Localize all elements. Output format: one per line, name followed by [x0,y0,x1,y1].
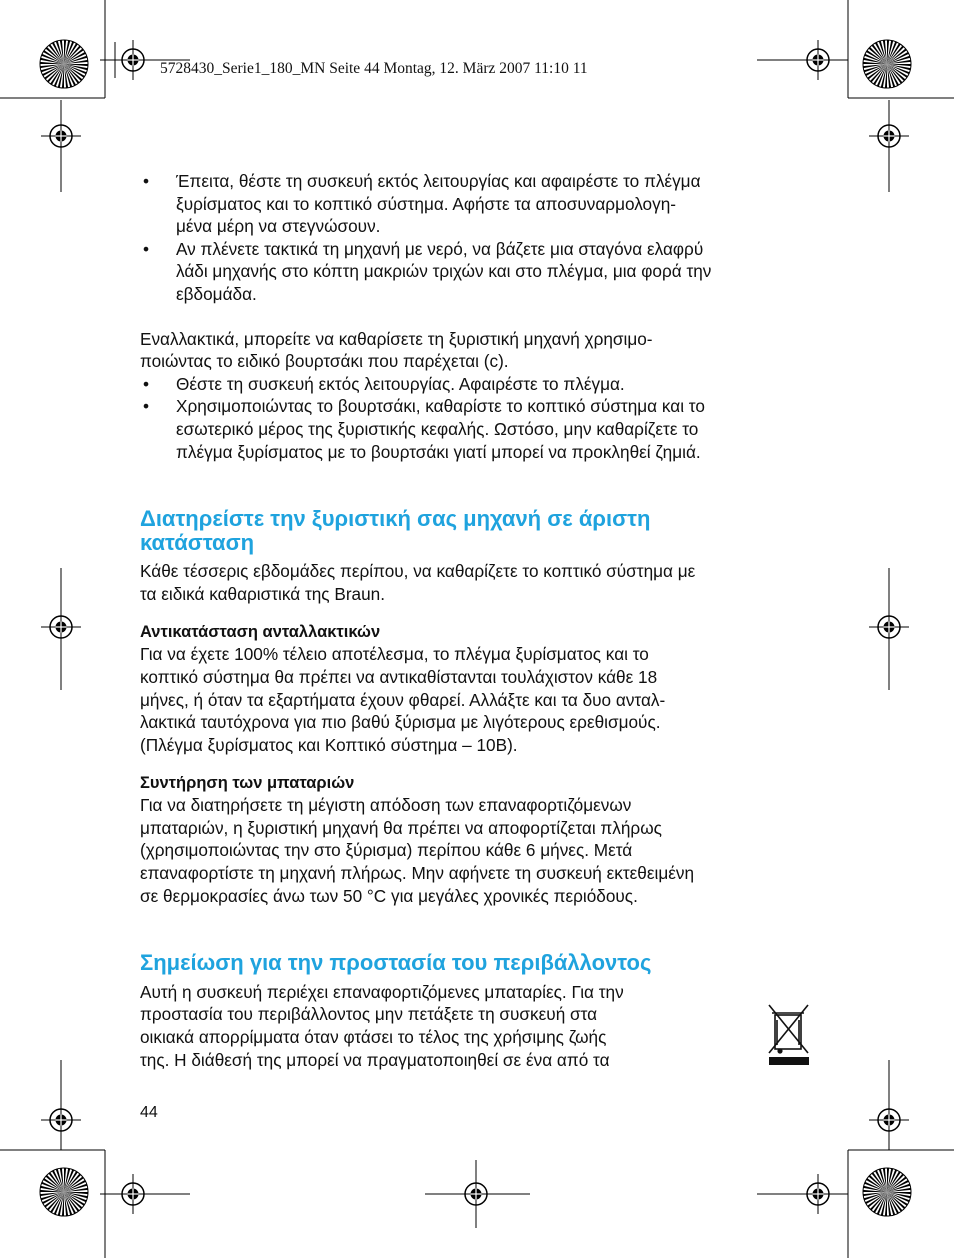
registration-mark-icon [113,40,153,80]
text-line: (Πλέγμα ξυρίσματος και Κοπτικό σύστημα – 10B). [140,734,518,755]
text-line: λάδι μηχανής στο κόπτη μακριών τριχών και στο πλέγμα, μια φορά την [176,261,712,282]
text-line: Θέστε τη συσκευή εκτός λειτουργίας. Αφαιρέστε το πλέγμα. [176,373,625,394]
text-line: επαναφορτίστε τη μηχανή πλήρως. Μην αφήνετε τη συσκευή εκτεθειμένη [140,863,695,884]
text-line: τα ειδικά καθαριστικά της Braun. [140,583,385,604]
registration-mark-icon [869,116,909,156]
registration-mark-icon [113,1174,153,1214]
text-line: εβδομάδα. [176,283,257,304]
text-line: μήνες, ή όταν τα εξαρτήματα έχουν φθαρεί. Αλλάξτε και τα δυο ανταλ- [140,689,666,710]
heading-line: Διατηρείστε την ξυριστική σας μηχανή σε άριστη [140,506,651,532]
registration-mark-icon [456,1174,496,1214]
bullet-dot: • [143,238,150,259]
heading-line: κατάσταση [140,529,255,555]
text-line: Εναλλακτικά, μπορείτε να καθαρίσετε τη ξυριστική μηχανή χρησιμο- [140,328,653,349]
text-line: μένα μέρη να στεγνώσουν. [176,216,381,237]
text-line: Αυτή η συσκευή περιέχει επαναφορτιζόμενες μπαταρίες. Για την [140,981,624,1002]
starburst-mark-icon [40,1168,88,1216]
text-line: Για να διατηρήσετε τη μέγιστη απόδοση των επαναφορτιζόμενων [140,795,632,816]
text-line: σε θερμοκρασίες άνω των 50 °C για μεγάλες χρονικές περιόδους. [140,885,638,906]
text-line: ποιώντας το ειδικό βουρτσάκι που παρέχεται (c). [140,351,509,372]
starburst-mark-icon [863,1168,911,1216]
bullet-dot: • [143,373,150,394]
subheading-replacement: Αντικατάσταση ανταλλακτικών [140,623,381,642]
text-line: Αν πλένετε τακτικά τη μηχανή με νερό, να βάζετε μια σταγόνα ελαφρύ [176,238,704,259]
section-heading-environment: Σημείωση για την προστασία του περιβάλλοντος [140,950,652,976]
print-slug: 5728430_Serie1_180_MN Seite 44 Montag, 12. März 2007 11:10 11 [160,60,588,77]
text-line: μπαταριών, η ξυριστική μηχανή θα πρέπει να αποφορτίζεται πλήρως [140,817,662,838]
registration-mark-icon [41,607,81,647]
page-number: 44 [140,1104,158,1121]
text-line: Κάθε τέσσερις εβδομάδες περίπου, να καθαρίζετε το κοπτικό σύστημα με [140,561,696,582]
registration-mark-icon [798,1174,838,1214]
subheading-battery: Συντήρηση των μπαταριών [140,774,355,793]
bullet-dot: • [143,396,150,417]
text-line: (χρησιμοποιώντας την στο ξύρισμα) περίπου κάθε 6 μήνες. Μετά [140,840,633,861]
text-line: εσωτερικό μέρος της ξυριστικής κεφαλής. Ωστόσο, μην καθαρίζετε το [176,418,699,439]
text-line: λακτικά ταυτόχρονα για πιο βαθύ ξύρισμα με λιγότερους ερεθισμούς. [140,712,661,733]
text-line: κοπτικό σύστημα θα πρέπει να αντικαθίστανται τουλάχιστον κάθε 18 [140,666,658,687]
registration-mark-icon [869,1100,909,1140]
registration-mark-icon [41,1100,81,1140]
starburst-mark-icon [40,40,88,88]
text-line: Για να έχετε 100% τέλειο αποτέλεσμα, το πλέγμα ξυρίσματος και το [140,644,649,665]
registration-mark-icon [798,40,838,80]
text-line: ξυρίσματος και το κοπτικό σύστημα. Αφήστε τα αποσυναρμολογη- [176,193,676,214]
text-line: πλέγμα ξυρίσματος με το βουρτσάκι γιατί μπορεί να προκληθεί ζημιά. [176,441,701,462]
registration-mark-icon [869,607,909,647]
registration-mark-icon [41,116,81,156]
text-line: Έπειτα, θέστε τη συσκευή εκτός λειτουργίας και αφαιρέστε το πλέγμα [176,171,701,191]
text-line: Χρησιμοποιώντας το βουρτσάκι, καθαρίστε το κοπτικό σύστημα και το [176,396,705,417]
text-line: της. Η διάθεσή της μπορεί να πραγματοποιηθεί σε ένα από τα [140,1049,610,1070]
text-line: προστασία του περιβάλλοντος μην πετάξετε τη συσκευή στα [140,1004,598,1025]
bullet-dot: • [143,171,150,191]
text-line: οικιακά απορρίμματα όταν φτάσει το τέλος της χρήσιμης ζωής [140,1026,607,1047]
starburst-mark-icon [863,40,911,88]
